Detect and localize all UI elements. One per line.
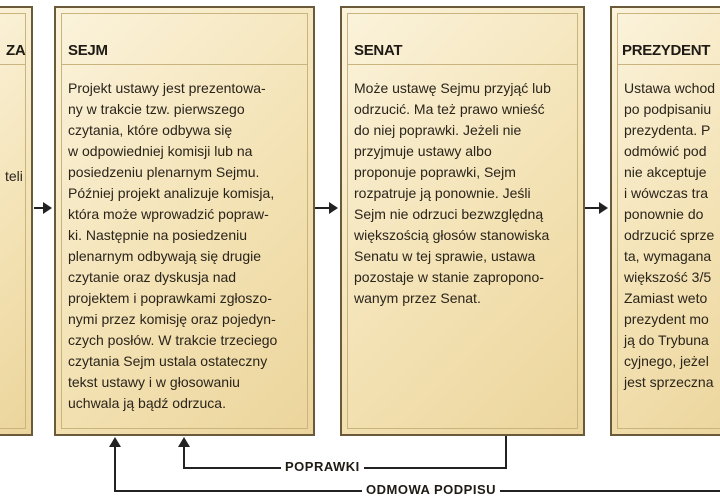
panel-title: SENAT (354, 42, 403, 59)
panel-prezydent (610, 6, 720, 436)
poprawki-line-vertical-sejm (183, 446, 185, 469)
panel-inicjatywa (0, 6, 33, 436)
panel-inner-border (0, 13, 26, 429)
panel-text: Ustawa wchod po podpisaniu prezydenta. P odmówić pod nie akceptuje i wówczas tra ponownie do odrzucić sprze ta, wymagana większość 3/5 Zamiast weto prezydent mo ją do Trybuna cyjnego, jeżel jest sprzeczna (624, 80, 716, 390)
panel-senat (340, 6, 585, 436)
panel-text: teli (5, 168, 23, 184)
title-divider (0, 64, 26, 65)
poprawki-label: POPRAWKI (281, 459, 364, 475)
title-divider (61, 64, 308, 65)
poprawki-arrowhead (178, 437, 190, 447)
odmowa-line-vertical-sejm (114, 446, 116, 492)
arrow-to-sejm (34, 207, 44, 209)
panel-title: SEJM (68, 42, 108, 59)
panel-title: PREZYDENT (622, 42, 711, 59)
panel-title: ZA (6, 42, 26, 59)
title-divider (347, 64, 578, 65)
panel-text: Może ustawę Sejmu przyjąć lub odrzucić. Ma też prawo wnieść do niej poprawki. Jeżeli nie przyjmuje ustawy albo proponuje poprawki, Sejm rozpatruje ją ponownie. Jeśli Sejm nie odrzuci bezwzględną większością głosów stanowiska Senatu w tej sprawie, ustawa pozostaje w stanie zapropono- wanym przez Senat. (354, 80, 551, 306)
odmowa-arrowhead (109, 437, 121, 447)
arrow-to-senat (315, 207, 330, 209)
panel-text: Projekt ustawy jest prezentowa- ny w trakcie tzw. pierwszego czytania, które odbywa się w odpowiedniej komisji lub na posiedzeniu plenarnym Sejmu. Później projekt analizuje komisja, która może wprowadzić popraw- ki. Następnie na posiedzeniu plenarnym odbywają się drugie czytanie oraz dyskusja nad projektem i poprawkami zgłoszo- nymi przez komisję oraz pojedyn- czych posłów. W trakcie trzeciego czytania Sejm ustala ostateczny tekst ustawy i w głosowaniu uchwala ją bądź odrzuca. (68, 80, 278, 411)
odmowa-label: ODMOWA PODPISU (362, 482, 500, 498)
arrow-to-prezydent (585, 207, 600, 209)
poprawki-line-vertical-senat (505, 436, 507, 468)
title-divider (617, 64, 720, 65)
panel-sejm (54, 6, 315, 436)
